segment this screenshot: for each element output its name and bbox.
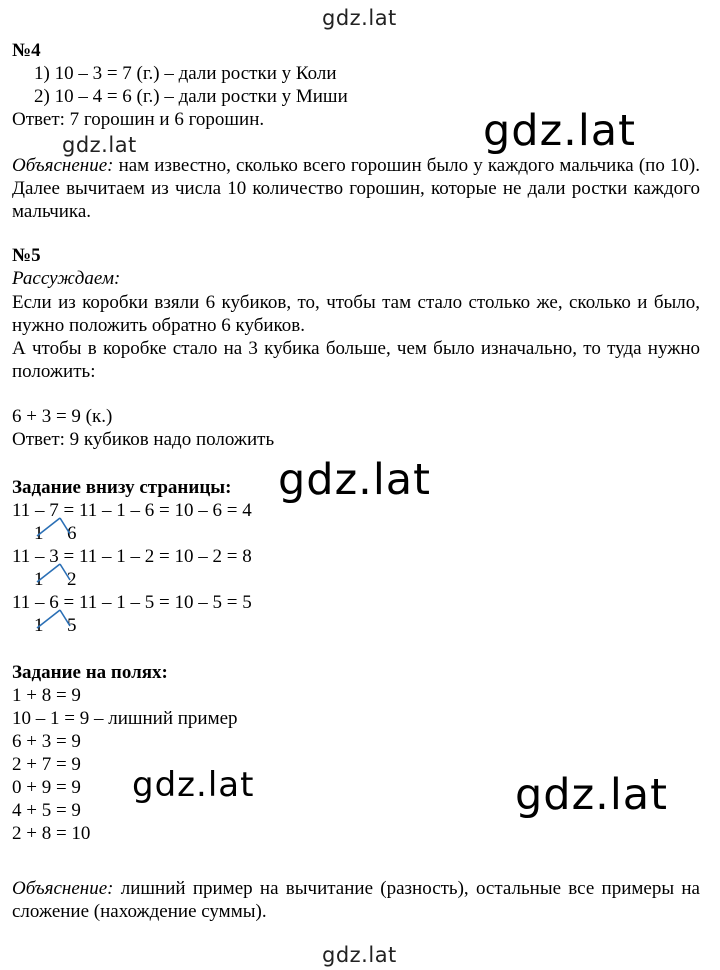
margin-task-line-7: 2 + 8 = 10 xyxy=(12,823,91,844)
margin-task-line-6: 4 + 5 = 9 xyxy=(12,800,81,821)
watermark-big-1: gdz.lat xyxy=(483,106,636,156)
task4-explanation xyxy=(12,154,700,223)
task4-answer: Ответ: 7 горошин и 6 горошин. xyxy=(12,109,265,130)
watermark-big-2: gdz.lat xyxy=(278,455,431,505)
split-lines-1 xyxy=(30,516,80,540)
margin-task-line-3: 6 + 3 = 9 xyxy=(12,731,81,752)
bottom-task-split-a-1: 1 xyxy=(34,523,44,544)
margin-task-line-5: 0 + 9 = 9 xyxy=(12,777,81,798)
margin-task-explanation xyxy=(12,877,700,923)
bottom-task-expr-2: 11 – 3 = 11 – 1 – 2 = 10 – 2 = 8 xyxy=(12,546,252,567)
margin-task-explanation-label: Объяснение: xyxy=(12,878,114,899)
bottom-task-split-b-2: 2 xyxy=(67,569,77,590)
bottom-task-split-b-1: 6 xyxy=(67,523,77,544)
task4-step-1: 1) 10 – 3 = 7 (г.) – дали ростки у Коли xyxy=(34,63,337,84)
task5-paragraph-2: А чтобы в коробке стало на 3 кубика больше, чем было изначально, то туда нужно положить: xyxy=(12,338,700,382)
task5-answer: Ответ: 9 кубиков надо положить xyxy=(12,429,275,450)
watermark-bottom: gdz.lat xyxy=(322,943,397,967)
watermark-top: gdz.lat xyxy=(322,6,397,30)
split-lines-3 xyxy=(30,608,80,632)
task4-explanation-text: нам известно, сколько всего горошин было у каждого мальчика (по 10). Далее вычитаем из числа 10 количество горошин, которые не дали ростки каждого мальчика. xyxy=(12,155,700,222)
bottom-task-heading: Задание внизу страницы: xyxy=(12,477,232,498)
margin-task-line-4: 2 + 7 = 9 xyxy=(12,754,81,775)
split-lines-2 xyxy=(30,562,80,586)
margin-task-line-2: 10 – 1 = 9 – лишний пример xyxy=(12,708,238,729)
task4-heading: №4 xyxy=(12,40,41,61)
margin-task-explanation-text: лишний пример на вычитание (разность), остальные все примеры на сложение (нахождение суммы). xyxy=(12,878,700,922)
bottom-task-expr-3: 11 – 6 = 11 – 1 – 5 = 10 – 5 = 5 xyxy=(12,592,252,613)
bottom-task-split-a-3: 1 xyxy=(34,615,44,636)
watermark-mid-left: gdz.lat xyxy=(62,133,137,157)
task5-paragraph-1: Если из коробки взяли 6 кубиков, то, чтобы там стало столько же, сколько и было, нужно положить обратно 6 кубиков. xyxy=(12,292,700,336)
bottom-task-split-b-3: 5 xyxy=(67,615,77,636)
task5-reasoning-label: Рассуждаем: xyxy=(12,268,121,289)
margin-task-heading: Задание на полях: xyxy=(12,662,168,683)
watermark-big-4: gdz.lat xyxy=(515,770,668,820)
task4-step-2: 2) 10 – 4 = 6 (г.) – дали ростки у Миши xyxy=(34,86,348,107)
task5-heading: №5 xyxy=(12,245,41,266)
bottom-task-split-a-2: 1 xyxy=(34,569,44,590)
margin-task-line-1: 1 + 8 = 9 xyxy=(12,685,81,706)
task4-explanation-label: Объяснение: xyxy=(12,155,114,176)
bottom-task-expr-1: 11 – 7 = 11 – 1 – 6 = 10 – 6 = 4 xyxy=(12,500,252,521)
watermark-big-3: gdz.lat xyxy=(132,765,255,805)
task5-equation: 6 + 3 = 9 (к.) xyxy=(12,406,113,427)
